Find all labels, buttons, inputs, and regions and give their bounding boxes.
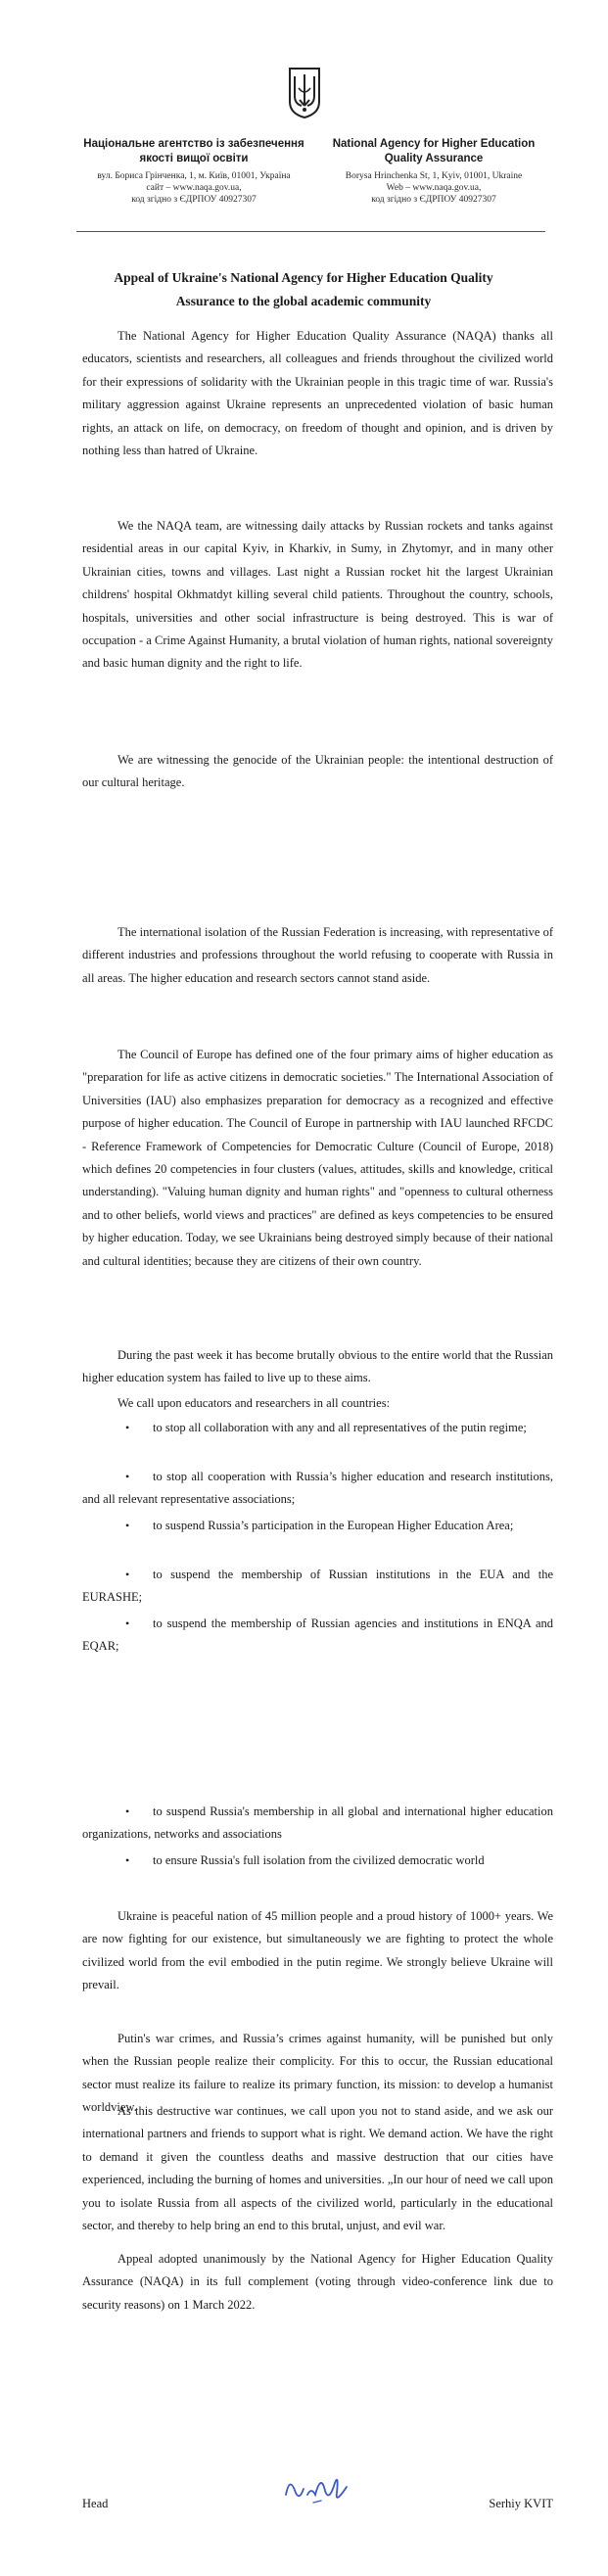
header-en-code: код згідно з ЄДРПОУ 40927307 bbox=[371, 195, 496, 205]
paragraph-3: We are witnessing the genocide of the Ukrainian people: the intentional destruction of our cultural heritage. bbox=[82, 753, 553, 790]
header-en-org: National Agency for Higher Education Quality Assurance bbox=[332, 138, 536, 164]
bullet-item bbox=[82, 1564, 553, 1610]
header-en-site: Web – www.naqa.gov.ua, bbox=[386, 183, 482, 193]
bullet-symbol: • bbox=[125, 1804, 130, 1818]
paragraph-1: The National Agency for Higher Education Quality Assurance (NAQA) thanks all educators, scientists and researchers, all colleagues and friends throughout the civilized world for their expressions of solidarity with the Ukrainian people in this tragic time of war. Russia's military aggression against Ukraine represents an unprecedented violation of basic human rights, an attack on life, on democracy, on freedom of thought and opinion, and is driven by nothing less than hatred of Ukraine. bbox=[82, 329, 553, 458]
header-divider bbox=[76, 231, 545, 232]
paragraph-4: The international isolation of the Russian Federation is increasing, with representative of different industries and professions throughout the world refusing to cooperate with Russia in all areas. The higher education and research sectors cannot stand aside. bbox=[82, 925, 553, 985]
bullet-item bbox=[82, 1613, 553, 1659]
bullet-item bbox=[82, 1801, 553, 1847]
header-ua-code: код згідно з ЄДРПОУ 40927307 bbox=[131, 195, 257, 205]
bullet-text: to stop all cooperation with Russia’s higher education and research institutions, and all relevant representative associations; bbox=[82, 1470, 553, 1507]
bullet-item bbox=[82, 1417, 553, 1439]
signature-block bbox=[82, 2465, 553, 2524]
paragraph-5: The Council of Europe has defined one of the four primary aims of higher education as "preparation for life as active citizens in democratic societies." The International Association of Universities (IAU) also emphasizes preparation for democracy as a recognized and effective purpose of higher education. The Council of Europe in partnership with IAU launched RFCDC - Reference Framework of Competencies for Democratic Culture (Council of Europe, 2018) which defines 20 competencies in four clusters (values, attitudes, skills and knowledge, critical understanding). "Valuing human dignity and human rights" and "openness to cultural otherness and to other beliefs, world views and practices" are defined as keys competencies to be ensured by higher education. Today, we see Ukrainians being destroyed simply because of their national and cultural identities; because they are citizens of their own country. bbox=[82, 1048, 553, 1268]
document-title: Appeal of Ukraine's National Agency for Higher Education Quality Assurance to the global academic community bbox=[114, 270, 493, 308]
bullet-text: to stop all collaboration with any and all representatives of the putin regime; bbox=[153, 1421, 527, 1434]
bullet-item bbox=[82, 1850, 553, 1872]
bullet-text: to ensure Russia's full isolation from the civilized democratic world bbox=[153, 1853, 485, 1867]
bullet-text: to suspend Russia’s participation in the European Higher Education Area; bbox=[153, 1519, 514, 1532]
header-en-block bbox=[316, 137, 551, 206]
bullet-symbol: • bbox=[125, 1853, 130, 1867]
signatory-name: Serhiy KVIT bbox=[489, 2497, 553, 2510]
bullet-item bbox=[82, 1466, 553, 1512]
paragraph-11: Appeal adopted unanimously by the National Agency for Higher Education Quality Assurance (NAQA) in its full complement (voting through video-conference link due to security reasons) on 1 March 2022. bbox=[82, 2252, 553, 2312]
paragraph-6: During the past week it has become brutally obvious to the entire world that the Russian higher education system has failed to live up to these aims. bbox=[82, 1348, 553, 1385]
header-ua-org: Національне агентство із забезпечення якості вищої освіти bbox=[83, 138, 304, 164]
header-ua-site: сайт – www.naqa.gov.ua, bbox=[146, 183, 242, 193]
paragraph-7: We call upon educators and researchers in all countries: bbox=[117, 1396, 391, 1410]
trident-coat-of-arms-icon bbox=[288, 67, 321, 119]
bullet-text: to suspend Russia's membership in all global and international higher education organizations, networks and associations bbox=[82, 1804, 553, 1842]
bullet-text: to suspend the membership of Russian institutions in the EUA and the EURASHE; bbox=[82, 1568, 553, 1605]
bullet-text: to suspend the membership of Russian agencies and institutions in ENQA and EQAR; bbox=[82, 1616, 553, 1654]
bullet-symbol: • bbox=[125, 1616, 130, 1630]
signatory-role: Head bbox=[82, 2497, 109, 2510]
paragraph-8: Ukraine is peaceful nation of 45 million people and a proud history of 1000+ years. We are now fighting for our existence, but simultaneously we are fighting to protect the whole civilized world from the evil embodied in the putin regime. We strongly believe Ukraine will prevail. bbox=[82, 1909, 553, 1992]
bullet-symbol: • bbox=[125, 1568, 130, 1581]
paragraph-2: We the NAQA team, are witnessing daily attacks by Russian rockets and tanks against residential areas in our capital Kyiv, in Kharkiv, in Sumy, in Zhytomyr, and in many other Ukrainian cities, towns and villages. Last night a Russian rocket hit the largest Ukrainian childrens' hospital Okhmatdyt killing several child patients. Throughout the country, schools, hospitals, universities and other social infrastructure is being destroyed. This is war of occupation - a Crime Against Humanity, a brutal violation of human rights, national sovereignty and basic human dignity and the right to life. bbox=[82, 519, 553, 671]
header-en-address: Borysa Hrinchenka St, 1, Kyiv, 01001, Ukraine bbox=[345, 171, 523, 181]
paragraph-9: Putin's war crimes, and Russia’s crimes against humanity, will be punished but only when the Russian people realize their complicity. For this to occur, the Russian educational sector must realize its failure to realize its primary function, its mission: to develop a humanist worldview. bbox=[82, 2032, 553, 2115]
bullet-symbol: • bbox=[125, 1519, 130, 1532]
bullet-symbol: • bbox=[125, 1470, 130, 1483]
bullet-item bbox=[82, 1515, 553, 1537]
header-ua-block bbox=[76, 137, 311, 206]
handwritten-signature bbox=[278, 2465, 356, 2508]
paragraph-10: As this destructive war continues, we call upon you not to stand aside, and we ask our international partners and friends to support what is right. We demand action. We have the right to demand it given the countless deaths and massive destruction that our cities have experienced, including the burning of homes and universities. „In our hour of need we call upon you to isolate Russia from all aspects of the civilized world, particularly in the educational sector, and thereby to help bring an end to this brutal, unjust, and evil war. bbox=[82, 2104, 553, 2233]
bullet-symbol: • bbox=[125, 1421, 130, 1434]
header-ua-address: вул. Бориса Грінченка, 1, м. Київ, 01001, Україна bbox=[97, 171, 291, 181]
